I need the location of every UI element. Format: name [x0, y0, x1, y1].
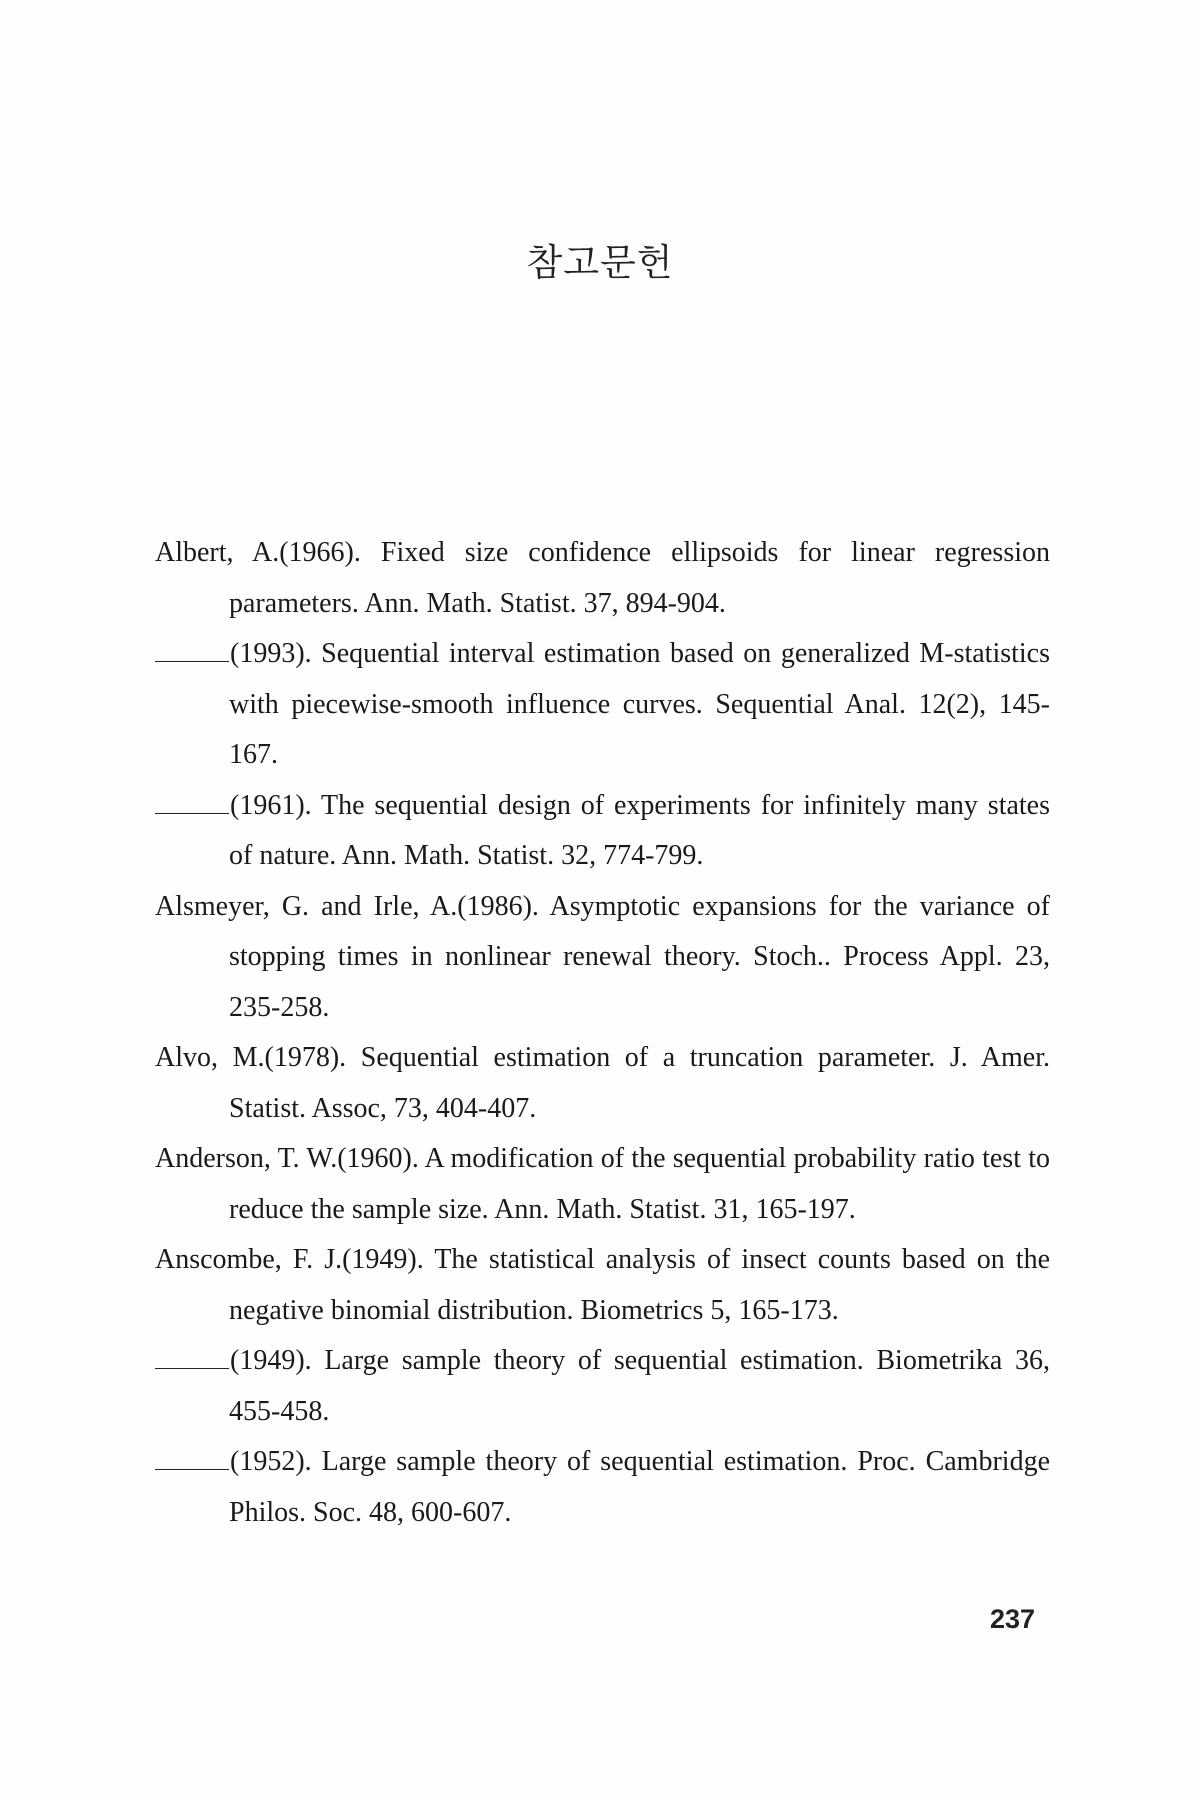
reference-year: (1960). — [337, 1143, 419, 1174]
reference-text: A modification of the sequential probability ratio test to reduce the sample size. Ann. Math. Statist. 31, 165-197. — [229, 1143, 1050, 1225]
repeat-author-rule — [155, 812, 229, 814]
page-title: 참고문헌 — [526, 241, 674, 284]
reference-entry — [155, 1033, 1050, 1134]
reference-entry — [155, 781, 1050, 882]
repeat-author-rule — [155, 1367, 229, 1369]
reference-entry — [155, 1134, 1050, 1235]
reference-entry — [155, 1235, 1050, 1336]
reference-author: Anscombe, F. J. — [155, 1244, 343, 1275]
reference-author: Albert, A. — [155, 537, 280, 568]
reference-year: (1986). — [457, 890, 539, 922]
reference-entry — [155, 882, 1050, 1034]
page-number: 237 — [989, 1604, 1035, 1634]
reference-year: (1961). — [230, 789, 312, 821]
reference-year: (1949). — [230, 1345, 312, 1376]
reference-text: Asymptotic expansions for the variance of stopping times in nonlinear renewal theory. Stoch.. Process Appl. 23, 235-258. — [229, 890, 1050, 1023]
reference-text: The sequential design of experiments for infinitely many states of nature. Ann. Math. Statist. 32, 774-799. — [229, 789, 1051, 871]
reference-entry — [155, 629, 1050, 781]
repeat-author-rule — [155, 660, 229, 662]
reference-entry — [155, 1336, 1050, 1437]
reference-author: Anderson, T. W. — [155, 1143, 338, 1174]
reference-text: Sequential estimation of a truncation parameter. J. Amer. Statist. Assoc, 73, 404-407. — [229, 1042, 1051, 1124]
reference-text: Large sample theory of sequential estimation. Proc. Cambridge Philos. Soc. 48, 600-607. — [229, 1446, 1050, 1528]
reference-year: (1952). — [230, 1446, 312, 1477]
reference-text: Fixed size confidence ellipsoids for linear regression parameters. Ann. Math. Statist. 37, 894-904. — [229, 537, 1050, 619]
reference-text: The statistical analysis of insect counts based on the negative binomial distribution. Biometrics 5, 165-173. — [229, 1244, 1051, 1326]
reference-year: (1993). — [230, 638, 312, 669]
repeat-author-rule — [155, 1468, 229, 1470]
reference-year: (1949). — [342, 1244, 424, 1275]
reference-author: Alsmeyer, G. and Irle, A. — [155, 890, 458, 922]
reference-year: (1978). — [264, 1042, 347, 1073]
reference-list — [155, 528, 1050, 1538]
reference-entry — [155, 528, 1050, 629]
reference-text: Large sample theory of sequential estimation. Biometrika 36, 455-458. — [229, 1345, 1050, 1427]
reference-author: Alvo, M. — [155, 1042, 265, 1073]
reference-text: Sequential interval estimation based on generalized M-statistics with piecewise-smooth influence curves. Sequential Anal. 12(2), 145-167. — [229, 638, 1051, 770]
reference-year: (1966). — [279, 537, 361, 568]
reference-entry — [155, 1437, 1050, 1538]
